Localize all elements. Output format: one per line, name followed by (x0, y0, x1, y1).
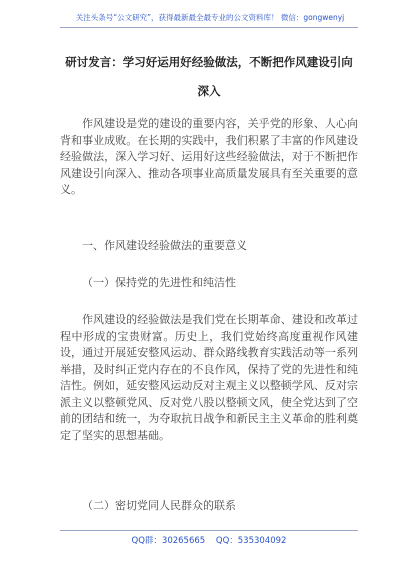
section-heading-1: 一、作风建设经验做法的重要意义 (82, 239, 247, 252)
document-title-line-1: 研讨发言：学习好运用好经验做法，不断把作风建设引向 (65, 55, 353, 69)
footer-qq: QQ：535304092 (215, 536, 287, 546)
document-title-line-2: 深入 (197, 84, 221, 98)
header-divider (60, 27, 358, 28)
intro-paragraph: 作风建设是党的建设的重要内容，关乎党的形象、人心向背和事业成败。在长期的实践中，我们积累了丰富的作风建设经验做法，深入学习好、运用好这些经验做法，对于不断把作风建设引向深入、推动各项事业高质量发展具有至关重要的意义。 (60, 117, 358, 196)
subsection-heading-1: （一）保持党的先进性和纯洁性 (82, 276, 236, 289)
footer-qq-group: QQ群：30265665 (131, 536, 206, 546)
subsection-heading-2: （二）密切党同人民群众的联系 (82, 499, 236, 512)
header-banner: 关注头条号“公文研究”，获得最新最全最专业的公文资料库！ 微信：gongwenyj (75, 13, 345, 22)
footer-divider (60, 530, 358, 531)
paragraph-1: 作风建设的经验做法是我们党在长期革命、建设和改革过程中形成的宝贵财富。历史上，我们党始终高度重视作风建设，通过开展延安整风运动、群众路线教育实践活动等一系列举措，及时纠正党内存在的不良作风，保持了党的先进性和纯洁性。例如，延安整风运动反对主观主义以整顿学风、反对宗派主义以整顿党风、反对党八股以整顿文风，使全党达到了空前的团结和统一，为夺取抗日战争和新民主主义革命的胜利奠定了坚实的思想基础。 (60, 313, 358, 442)
footer-contact (60, 534, 358, 546)
